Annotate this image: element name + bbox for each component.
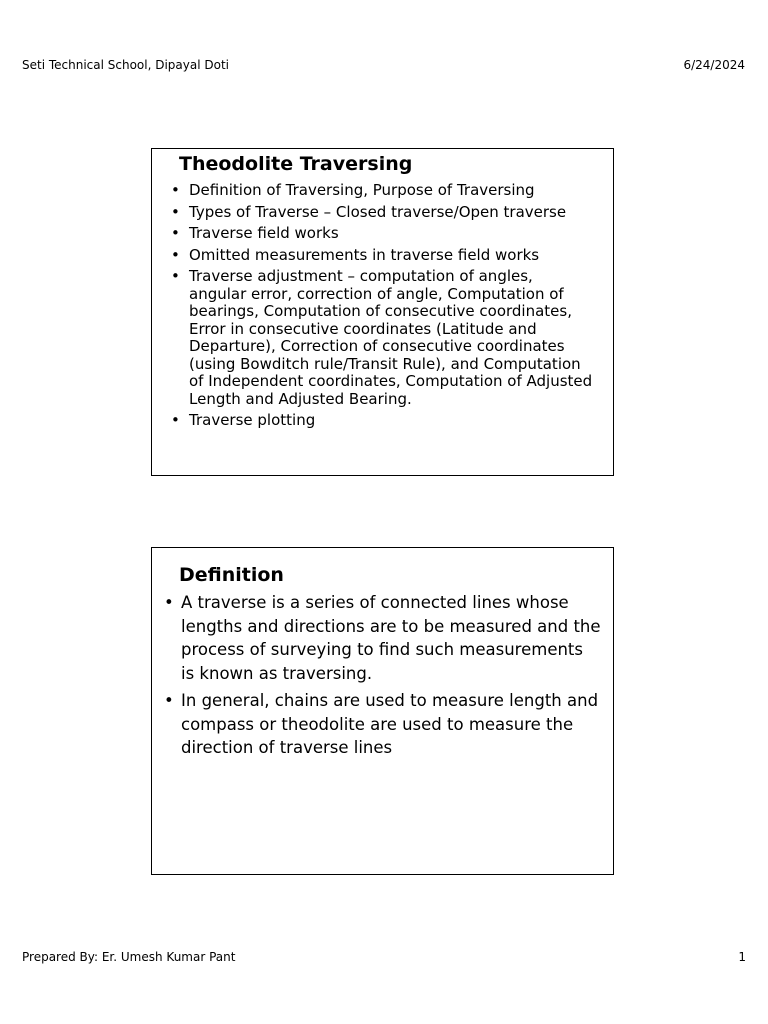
list-item-text: A traverse is a series of connected lines whose lengths and directions are to be measured and the process of surveying to find such measurements is known as traversing. [181, 593, 601, 683]
list-item-text: Traverse adjustment – computation of angles, angular error, correction of angle, Computation of bearings, Computation of consecutive coordinates, Error in consecutive coordinates (Latitude and Departure), Correction of consecutive coordinates (using Bowditch rule/Transit Rule), and Computation of Independent coordinates, Computation of Adjusted Length and Adjusted Bearing. [189, 267, 593, 408]
footer-prepared-by: Prepared By: Er. Umesh Kumar Pant [22, 950, 236, 964]
list-item [164, 689, 601, 760]
bullet-icon: • [164, 593, 174, 612]
list-item [171, 181, 594, 200]
bullet-list [164, 591, 601, 764]
bullet-list [171, 181, 594, 434]
list-item [171, 267, 594, 408]
list-item [171, 224, 594, 243]
header-school-name: Seti Technical School, Dipayal Doti [22, 58, 230, 72]
bullet-icon: • [171, 181, 180, 199]
bullet-icon: • [171, 202, 180, 221]
footer-page-number: 1 [738, 950, 746, 964]
bullet-icon: • [171, 245, 180, 264]
bullet-icon: • [164, 691, 174, 710]
list-item [171, 411, 594, 430]
list-item [164, 591, 601, 685]
list-item-text: Definition of Traversing, Purpose of Traversing [189, 181, 535, 199]
bullet-icon: • [171, 224, 180, 242]
bullet-icon: • [171, 267, 180, 285]
slide-title: Theodolite Traversing [179, 153, 413, 175]
list-item-text: Omitted measurements in traverse field works [189, 245, 540, 264]
list-item [171, 202, 594, 222]
list-item-text: In general, chains are used to measure length and compass or theodolite are used to measure the direction of traverse lines [181, 691, 599, 757]
slide-title: Definition [179, 564, 284, 586]
list-item-text: Traverse field works [189, 224, 339, 242]
list-item [171, 245, 594, 265]
list-item-text: Types of Traverse – Closed traverse/Open traverse [189, 202, 567, 221]
slide-definition [151, 547, 614, 875]
header-date: 6/24/2024 [683, 58, 745, 72]
list-item-text: Traverse plotting [189, 411, 316, 429]
slide-theodolite-traversing [151, 148, 614, 476]
bullet-icon: • [171, 411, 180, 429]
